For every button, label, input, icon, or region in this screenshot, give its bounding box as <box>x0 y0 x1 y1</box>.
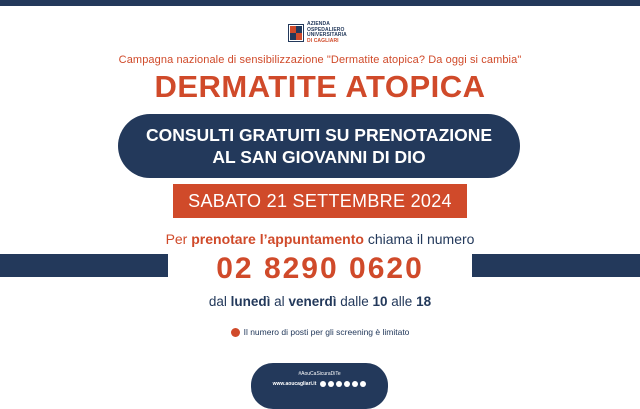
day-from: lunedì <box>230 294 271 309</box>
instagram-icon[interactable] <box>328 381 334 387</box>
banner-line-2: AL SAN GIOVANNI DI DIO <box>212 147 426 167</box>
hours-text: al <box>270 294 289 309</box>
logo-line: AZIENDA <box>307 21 330 27</box>
booking-instructions <box>0 231 640 247</box>
hospital-logo <box>288 22 347 44</box>
cta-emphasis: prenotare l’appuntamento <box>191 231 364 247</box>
facebook-icon[interactable] <box>320 381 326 387</box>
phone-number[interactable]: 02 8290 0620 <box>216 252 424 285</box>
cta-text-2: chiama il numero <box>363 231 475 247</box>
linkedin-icon[interactable] <box>336 381 342 387</box>
youtube-icon[interactable] <box>344 381 350 387</box>
campaign-subtitle: Campagna nazionale di sensibilizzazione "Dermatite atopica? Da oggi si cambia" <box>118 54 522 66</box>
hours-text: alle <box>387 294 417 309</box>
telegram-icon[interactable] <box>360 381 366 387</box>
logo-text <box>307 22 347 44</box>
opening-hours <box>0 294 640 309</box>
note-text: Il numero di posti per gli screening è limitato <box>243 327 410 337</box>
footer-links <box>251 381 388 387</box>
hashtag: #AouCaSicuraDiTe <box>298 371 341 377</box>
cta-text-1: Per <box>165 231 192 247</box>
consult-banner <box>118 114 520 178</box>
hour-from: 10 <box>372 294 388 309</box>
page-title: DERMATITE ATOPICA <box>154 69 486 104</box>
website-link[interactable]: www.aoucagliari.it <box>272 381 317 387</box>
day-to: venerdì <box>288 294 337 309</box>
hours-text: dalle <box>336 294 373 309</box>
banner-line-1: CONSULTI GRATUITI SU PRENOTAZIONE <box>145 125 493 145</box>
footer-badge <box>251 363 388 409</box>
x-icon[interactable] <box>352 381 358 387</box>
logo-line: OSPEDALIERO <box>307 26 345 33</box>
limited-spots-note <box>0 327 640 337</box>
hours-text: dal <box>208 294 231 309</box>
hour-to: 18 <box>416 294 432 309</box>
top-bar <box>0 0 640 6</box>
logo-line: DI CAGLIARI <box>307 37 339 44</box>
logo-line: UNIVERSITARIA <box>307 32 347 38</box>
crest-icon <box>288 24 304 42</box>
bullet-dot-icon <box>231 328 240 337</box>
event-date: SABATO 21 SETTEMBRE 2024 <box>173 184 467 218</box>
